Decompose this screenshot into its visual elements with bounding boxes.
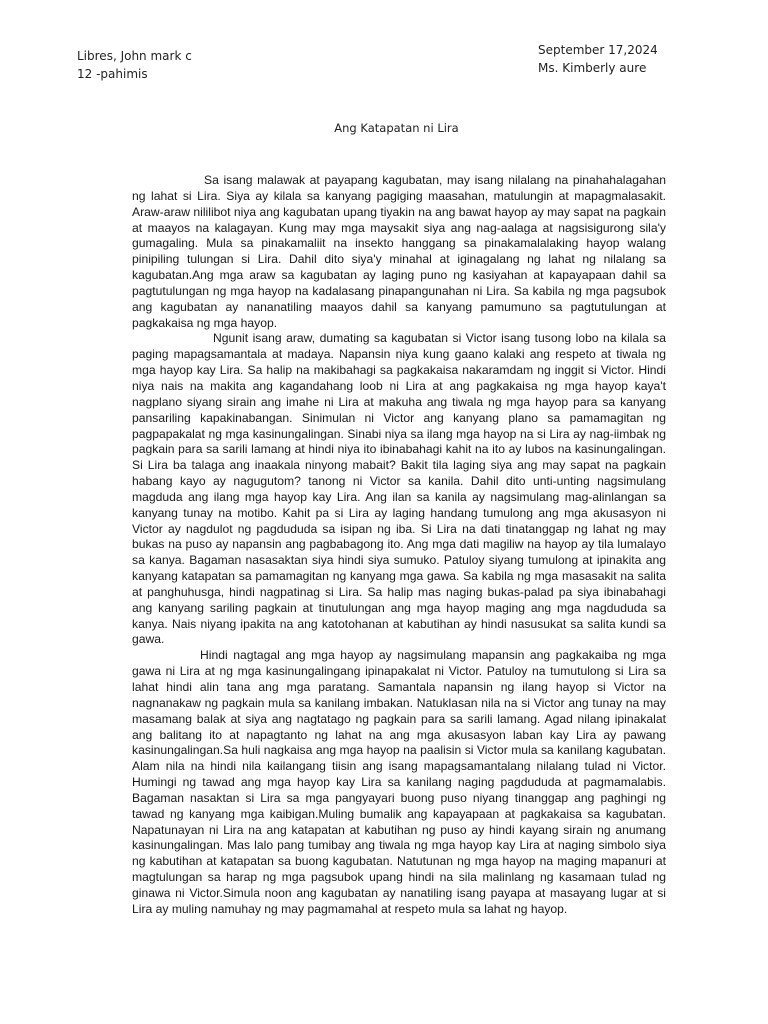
paragraph-1: Sa isang malawak at payapang kagubatan, may isang nilalang na pinahahalagahan ng lahat si Lira. Siya ay kilala sa kanyang pagiging maasahan, matulungin at mapagmalasakit. Araw-araw nililibot niya ang kagubatan upang tiyakin na ang bawat hayop ay may sapat na pagkain at maayos na kalagayan. Kung may mga maysakit siya ang nag-aalaga at nagsisigurong sila'y gumagaling. Mula sa pinakamaliit na insekto hanggang sa pinakamalalaking hayop walang pinipiling tulungan si Lira. Dahil dito siya'y minahal at iginagalang ng lahat ng nilalang sa kagubatan.Ang mga araw sa kagubatan ay laging puno ng kasiyahan at kapayapaan dahil sa pagtutulungan ng mga hayop na kadalasang pinapangunahan ni Lira. Sa kabila ng mga pagsubok ang kagubatan ay nananatiling maayos dahil sa kanyang pamumuno sa pagtutulungan at pagkakaisa ng mga hayop. — [132, 173, 666, 330]
header-left — [77, 47, 192, 83]
teacher-name: Ms. Kimberly aure — [538, 61, 647, 75]
document-date: September 17,2024 — [538, 43, 658, 57]
document-title: Ang Katapatan ni Lira — [334, 121, 459, 135]
class-section: 12 -pahimis — [77, 67, 148, 81]
paragraph-2: Ngunit isang araw, dumating sa kagubatan si Victor isang tusong lobo na kilala sa paging mapagsamantala at madaya. Napansin niya kung gaano kalaki ang respeto at tiwala ng mga hayop kay Lira. Sa halip na makibahagi sa pagkakaisa nakaramdam ng inggit si Victor. Hindi niya nais na makita ang kagandahang loob ni Lira at ang pagkakaisa ng mga hayop kaya't nagplano siyang sirain ang imahe ni Lira at makuha ang tiwala ng mga hayop para sa kanyang pansariling kapakinabangan. Sinimulan ni Victor ang kanyang plano sa pamamagitan ng pagpapakalat ng mga kasinungalingan. Sinabi niya sa ilang mga hayop na si Lira ay nag-iimbak ng pagkain para sa sarili lamang at hindi niya ito ibinabahagi kahit na ito ay lubos na kasinungalingan. Si Lira ba talaga ang inaakala ninyong mabait? Bakit tila laging siya ang may sapat na pagkain habang kayo ay nagugutom? tanong ni Victor sa kanila. Dahil dito unti-unting nagsimulang magduda ang ilang mga hayop kay Lira. Ang ilan sa kanila ay nagsimulang mag-alinlangan sa kanyang tunay na motibo. Kahit pa si Lira ay laging handang tumulong ang mga akusasyon ni Victor ay nagdulot ng pagdududa sa isipan ng iba. Si Lira na dati tinatanggap ng lahat ng may bukas na puso ay napansin ang pagbabagong ito. Ang mga dati magiliw na hayop ay tila lumalayo sa kanya. Bagaman nasasaktan siya hindi siya sumuko. Patuloy siyang tumulong at ipinakita ang kanyang katapatan sa pamamagitan ng kanyang mga gawa. Sa kabila ng mga masasakit na salita at panghuhusga, hindi nagpatinag si Lira. Sa halip mas naging bukas-palad pa siya ibinabahagi ang kanyang sariling pagkain at tinutulungan ang mga hayop maging ang mga nagdududa sa kanya. Nais niyang ipakita na ang katotohanan at kabutihan ay hindi nasusukat sa salita kundi sa gawa. — [132, 331, 666, 647]
paragraph-3: Hindi nagtagal ang mga hayop ay nagsimulang mapansin ang pagkakaiba ng mga gawa ni Lira at ng mga kasinungalingang ipinapakalat ni Victor. Patuloy na tumutulong si Lira sa lahat hindi alin tana ang mga paratang. Samantala napansin ng ilang hayop si Victor na nagnanakaw ng pagkain mula sa kanilang imbakan. Natuklasan nila na si Victor ang tunay na may masamang balak at siya ang nagtatago ng pagkain para sa sarili lamang. Agad nilang ipinakalat ang balitang ito at napagtanto ng lahat na ang mga akusasyon laban kay Lira ay pawang kasinungalingan.Sa huli nagkaisa ang mga hayop na paalisin si Victor mula sa kanilang kagubatan. Alam nila na hindi nila kailangang tiisin ang isang mapagsamantalang nilalang tulad ni Victor. Humingi ng tawad ang mga hayop kay Lira sa kanilang naging pagdududa at pagmamalabis. Bagaman nasaktan si Lira sa mga pangyayari buong puso niyang tinanggap ang paghingi ng tawad ng kanyang mga kaibigan.Muling bumalik ang kapayapaan at pagkakaisa sa kagubatan. Napatunayan ni Lira na ang katapatan at kabutihan ng puso ay hindi kayang sirain ng anumang kasinungalingan. Mas lalo pang tumibay ang tiwala ng mga hayop kay Lira at naging simbolo siya ng kabutihan at katapatan sa buong kagubatan. Natutunan ng mga hayop na maging mapanuri at magtulungan sa harap ng mga pagsubok upang hindi na sila malinlang ng kasamaan tulad ng ginawa ni Victor.Simula noon ang kagubatan ay nanatiling isang payapa at masayang lugar at si Lira ay muling namuhay ng may pagmamahal at respeto mula sa lahat ng hayop. — [132, 648, 666, 916]
header-right — [538, 41, 658, 77]
document-body — [132, 173, 666, 918]
author-name: Libres, John mark c — [77, 49, 192, 63]
